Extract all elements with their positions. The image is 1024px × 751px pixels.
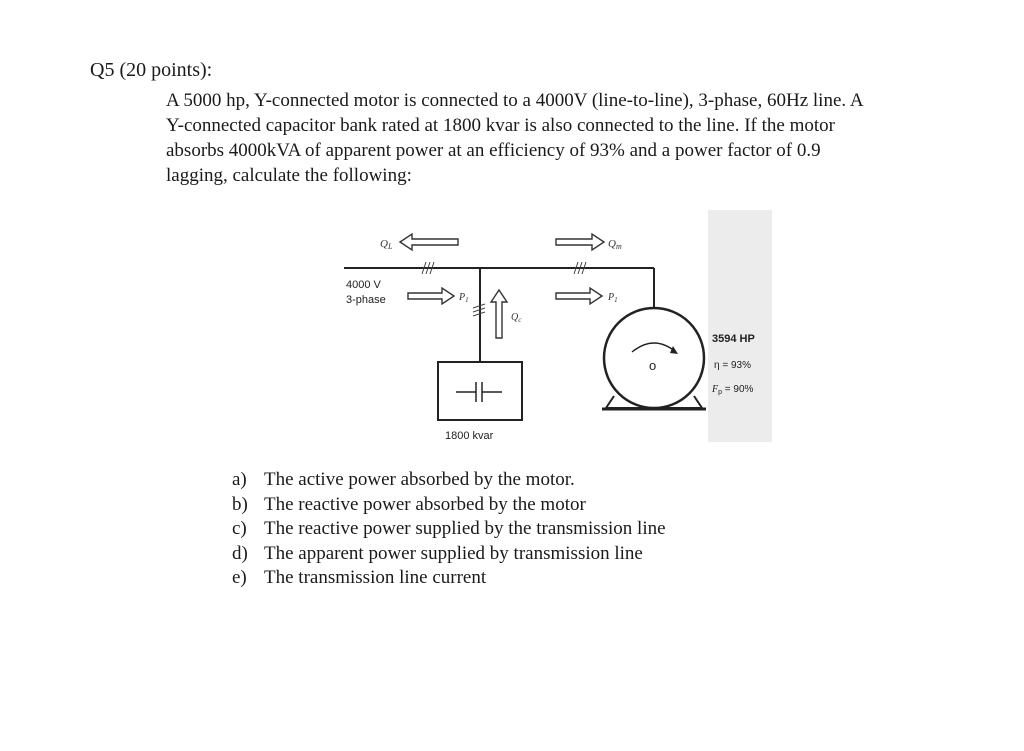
p1-arrow-right	[556, 288, 602, 304]
line-voltage-label: 4000 V	[346, 279, 381, 291]
part-text: The reactive power supplied by the transmission line	[264, 518, 666, 539]
list-item	[232, 566, 666, 591]
part-label: b)	[232, 493, 248, 515]
motor-hp: 3594 HP	[712, 333, 755, 345]
circuit-figure	[330, 210, 772, 446]
qm-arrow	[556, 234, 604, 250]
question-body-line: lagging, calculate the following:	[166, 165, 412, 186]
list-item	[232, 468, 666, 493]
part-label: d)	[232, 542, 248, 564]
question-parts-list	[232, 468, 666, 591]
qc-label: $Q_c$	[511, 312, 522, 324]
qm-label: Qm	[608, 238, 622, 251]
p1-label-left: $P_1$	[459, 292, 469, 304]
line-phase-label: 3-phase	[346, 294, 386, 306]
circuit-diagram	[330, 210, 772, 446]
part-text: The active power absorbed by the motor.	[264, 469, 575, 490]
part-text: The reactive power absorbed by the motor	[264, 493, 586, 515]
part-label: a)	[232, 469, 247, 490]
capacitor-rating: 1800 kvar	[445, 430, 494, 442]
question-body-line: Y-connected capacitor bank rated at 1800 kvar is also connected to the line. If the motor	[166, 115, 835, 136]
scan-shade	[708, 210, 772, 442]
question-body	[166, 88, 966, 188]
ql-arrow	[400, 234, 458, 250]
ql-label: QL	[380, 238, 393, 251]
question-title: Q5 (20 points):	[90, 59, 213, 81]
p1-label-right: $P_1$	[608, 292, 618, 304]
three-phase-mark-right	[574, 262, 586, 274]
three-phase-mark-branch	[473, 304, 485, 316]
question-body-line: A 5000 hp, Y-connected motor is connected to a 4000V (line-to-line), 3-phase, 60Hz line. A	[166, 90, 864, 111]
list-item	[232, 493, 666, 518]
question-body-line: absorbs 4000kVA of apparent power at an efficiency of 93% and a power factor of 0.9	[166, 140, 821, 161]
part-text: The transmission line current	[264, 567, 487, 588]
list-item	[232, 517, 666, 542]
motor-power-factor: $F_p = 90\%$	[712, 384, 754, 396]
p1-arrow-left	[408, 288, 454, 304]
capacitor-box	[438, 362, 522, 420]
motor-center-mark: o	[649, 358, 657, 373]
motor-efficiency: η = 93%	[714, 360, 751, 371]
part-label: e)	[232, 567, 247, 588]
three-phase-mark-left	[422, 262, 434, 274]
qc-arrow	[491, 290, 507, 338]
list-item	[232, 542, 666, 567]
part-text: The apparent power supplied by transmission line	[264, 542, 643, 564]
part-label: c)	[232, 518, 247, 539]
